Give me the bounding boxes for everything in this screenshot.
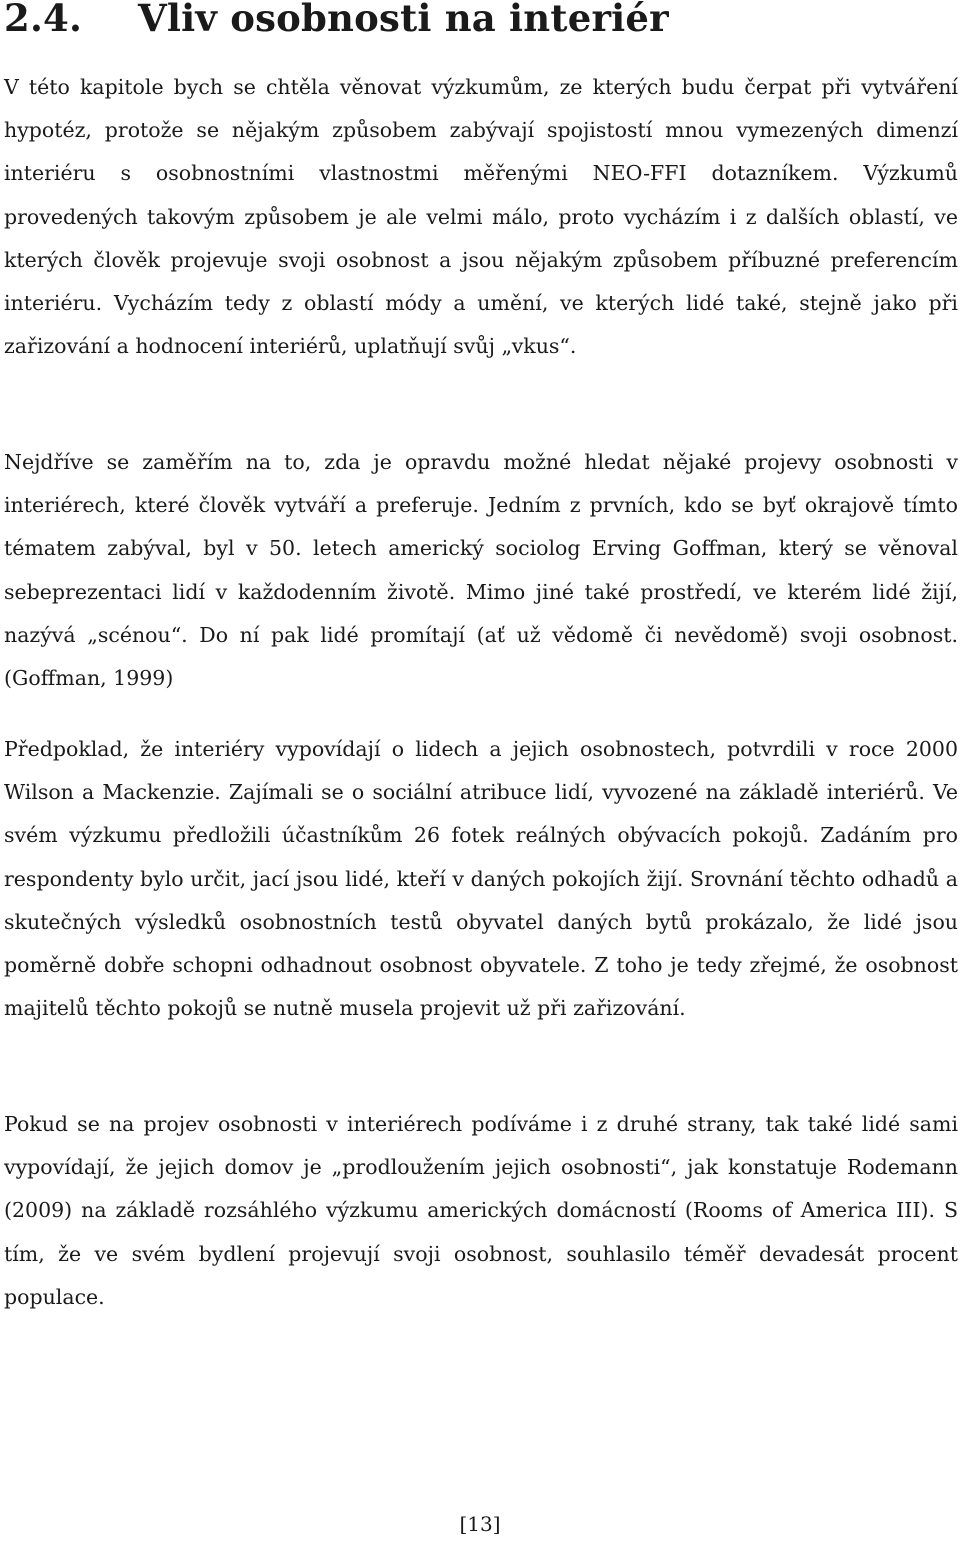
section-number: 2.4. — [4, 0, 83, 40]
paragraph: Pokud se na projev osobnosti v interiérech podíváme i z druhé strany, tak také lidé sami vypovídají, že jejich domov je „prodloužením jejich osobnosti“, jak konstatuje Rodemann (2009) na základě rozsáhlého výzkumu amerických domácností (Rooms of America III). S tím, že ve svém bydlení projevují svoji osobnost, souhlasilo téměř devadesát procent populace. — [4, 1112, 958, 1309]
paragraph: V této kapitole bych se chtěla věnovat výzkumům, ze kterých budu čerpat při vytváření hypotéz, protože se nějakým způsobem zabývají spojistostí mnou vymezených dimenzí interiéru s osobnostními vlastnostmi měřenými NEO-FFI dotazníkem. Výzkumů provedených takovým způsobem je ale velmi málo, proto vycházím i z dalších oblastí, ve kterých člověk projevuje svoji osobnost a jsou nějakým způsobem příbuzné preferencím interiéru. Vycházím tedy z oblastí módy a umění, ve kterých lidé také, stejně jako při zařizování a hodnocení interiérů, uplatňují svůj „vkus“. — [4, 75, 958, 359]
section-heading — [4, 0, 669, 42]
section-title: Vliv osobnosti na interiér — [138, 0, 669, 40]
page-number: [13] — [459, 1512, 501, 1536]
paragraph: Předpoklad, že interiéry vypovídají o lidech a jejich osobnostech, potvrdili v roce 2000 Wilson a Mackenzie. Zajímali se o sociální atribuce lidí, vyvozené na základě interiérů. Ve svém výzkumu předložili účastníkům 26 fotek reálných obývacích pokojů. Zadáním pro respondenty bylo určit, jací jsou lidé, kteří v daných pokojích žijí. Srovnání těchto odhadů a skutečných výsledků osobnostních testů obyvatel daných bytů prokázalo, že lidé jsou poměrně dobře schopni odhadnout osobnost obyvatele. Z toho je tedy zřejmé, že osobnost majitelů těchto pokojů se nutně musela projevit už při zařizování. — [4, 737, 958, 1021]
paragraph: Nejdříve se zaměřím na to, zda je opravdu možné hledat nějaké projevy osobnosti v interiérech, které člověk vytváří a preferuje. Jedním z prvních, kdo se byť okrajově tímto tématem zabýval, byl v 50. letech americký sociolog Erving Goffman, který se věnoval sebeprezentaci lidí v každodenním životě. Mimo jiné také prostředí, ve kterém lidé žijí, nazývá „scénou“. Do ní pak lidé promítají (ať už vědomě či nevědomě) svoji osobnost. (Goffman, 1999) — [4, 450, 958, 691]
